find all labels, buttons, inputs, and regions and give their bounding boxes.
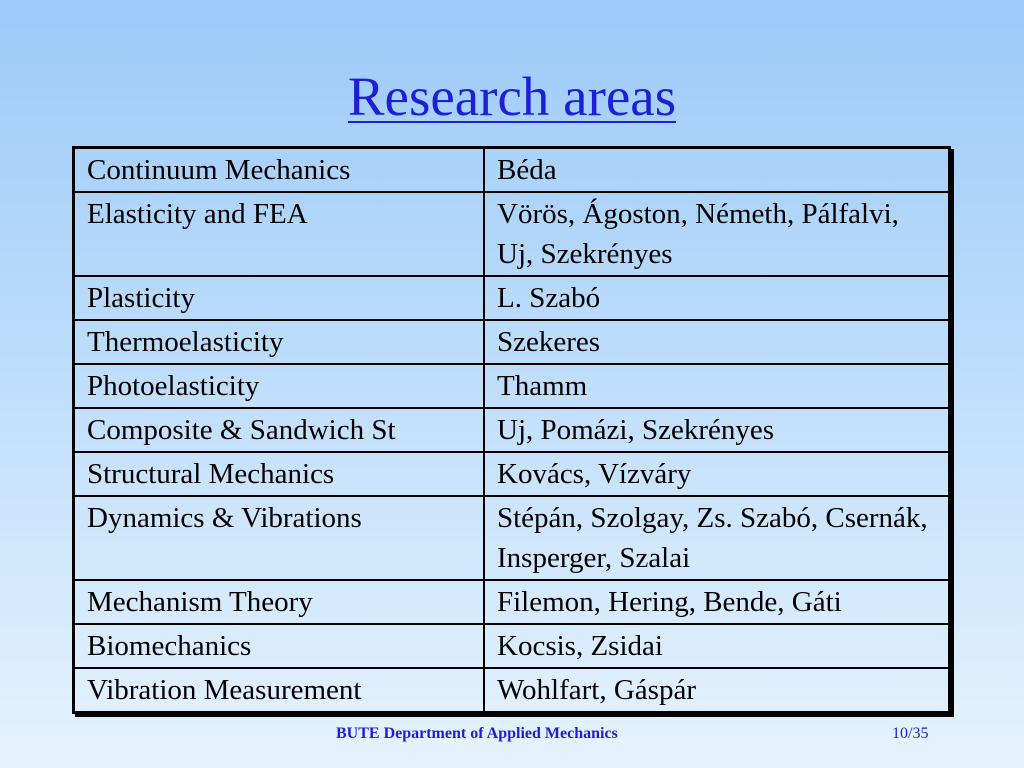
researchers-cell: Béda [484, 148, 950, 193]
footer-department: BUTE Department of Applied Mechanics [336, 725, 618, 742]
slide-title: Research areas [347, 66, 677, 127]
researchers-cell: Thamm [484, 364, 950, 408]
table-row [74, 408, 950, 452]
researchers-cell: Uj, Pomázi, Szekrényes [484, 408, 950, 452]
researchers-cell: Vörös, Ágoston, Németh, Pálfalvi, Uj, Szekrényes [484, 192, 950, 276]
table-row [74, 320, 950, 364]
research-area-cell: Elasticity and FEA [74, 192, 485, 276]
research-areas-table [72, 146, 951, 714]
researchers-cell: Wohlfart, Gáspár [484, 668, 950, 713]
research-area-cell: Plasticity [74, 276, 485, 320]
research-area-cell: Photoelasticity [74, 364, 485, 408]
table-row [74, 452, 950, 496]
table-row [74, 580, 950, 624]
research-area-cell: Structural Mechanics [74, 452, 485, 496]
researchers-cell: Kocsis, Zsidai [484, 624, 950, 668]
research-area-cell: Continuum Mechanics [74, 148, 485, 193]
researchers-cell: Stépán, Szolgay, Zs. Szabó, Csernák, Insperger, Szalai [484, 496, 950, 580]
table-row [74, 496, 950, 580]
research-area-cell: Biomechanics [74, 624, 485, 668]
research-area-cell: Vibration Measurement [74, 668, 485, 713]
researchers-cell: Szekeres [484, 320, 950, 364]
table-row [74, 364, 950, 408]
research-area-cell: Composite & Sandwich St [74, 408, 485, 452]
research-area-cell: Dynamics & Vibrations [74, 496, 485, 580]
table-row [74, 624, 950, 668]
researchers-cell: Filemon, Hering, Bende, Gáti [484, 580, 950, 624]
researchers-cell: L. Szabó [484, 276, 950, 320]
table-row [74, 668, 950, 713]
research-area-cell: Mechanism Theory [74, 580, 485, 624]
table-row [74, 148, 950, 193]
researchers-cell: Kovács, Vízváry [484, 452, 950, 496]
table-row [74, 192, 950, 276]
page-number: 10/35 [892, 725, 929, 742]
table-row [74, 276, 950, 320]
research-area-cell: Thermoelasticity [74, 320, 485, 364]
